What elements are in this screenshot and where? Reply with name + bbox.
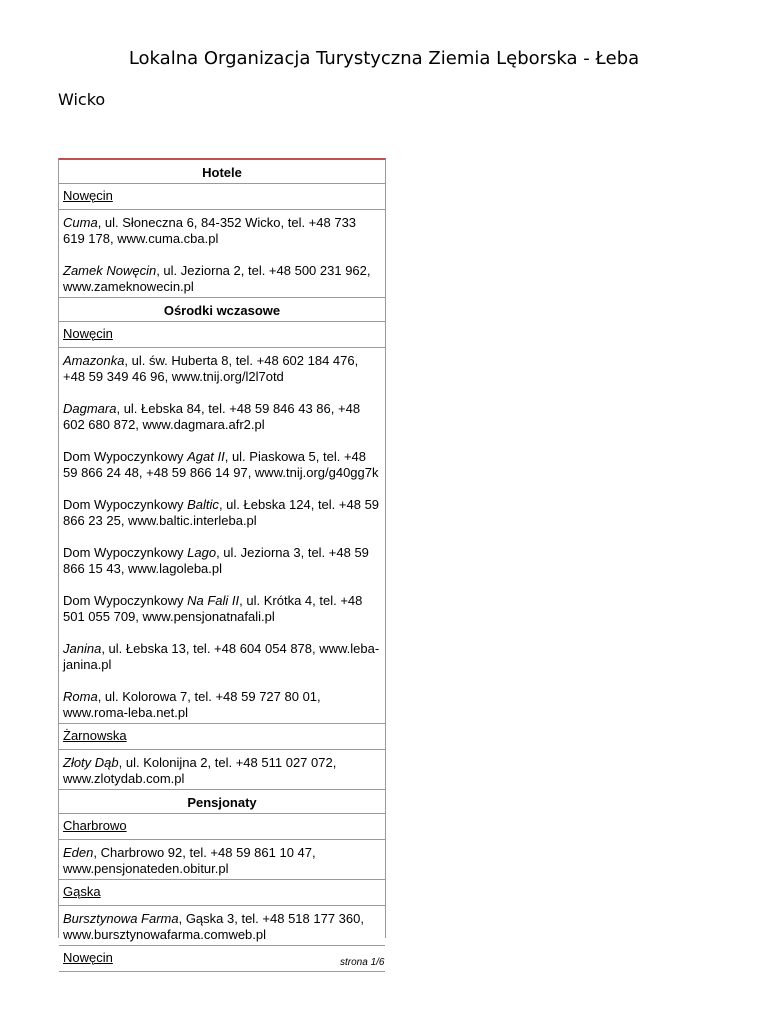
page-number: strona 1/6 [340,957,385,968]
location-label: Żarnowska [63,728,127,743]
entries-cell [59,210,385,298]
location-label: Gąska [63,884,101,899]
entries-cell [59,972,385,1032]
entries-cell [59,348,385,724]
place-heading: Wicko [58,90,106,109]
listing-entry: Dom Wypoczynkowy Na Fali II, ul. Krótka 4, tel. +48 501 055 709, www.pensjonatnafali.pl [63,593,363,624]
location-subheading [59,184,385,210]
listing-name: Cuma [63,215,98,230]
listing-name: Złoty Dąb [63,755,119,770]
location-subheading [59,814,385,840]
entries-cell [59,750,385,790]
listing-entry: Dom Wypoczynkowy Baltic, ul. Łebska 124, tel. +48 59 866 23 25, www.baltic.interleba.pl [63,497,380,528]
listing-name: Dagmara [63,401,117,416]
listing-name: Na Fali II [187,593,240,608]
listing-name: Baltic [187,497,219,512]
location-subheading [59,724,385,750]
entries-cell [59,906,385,946]
listing-name: Amazonka [63,353,125,368]
section-heading: Hotele [59,160,385,184]
listing-name: Roma [63,689,98,704]
listing-name: Eden [63,845,94,860]
listing-entry: Janina, ul. Łebska 13, tel. +48 604 054 878, www.leba-janina.pl [63,641,380,672]
listing-entry: Roma, ul. Kolorowa 7, tel. +48 59 727 80 01, www.roma-leba.net.pl [63,689,321,720]
listing-entry: Dom Wypoczynkowy Agat II, ul. Piaskowa 5, tel. +48 59 866 24 48, +48 59 866 14 97, www.tnij.org/g40gg7k [63,449,379,480]
location-label: Nowęcin [63,950,113,965]
location-subheading [59,880,385,906]
listing-entry: Cuma, ul. Słoneczna 6, 84-352 Wicko, tel. +48 733 619 178, www.cuma.cba.pl [63,215,357,246]
location-subheading [59,322,385,348]
location-label: Nowęcin [63,188,113,203]
listing-entry: Dagmara, ul. Łebska 84, tel. +48 59 846 43 86, +48 602 680 872, www.dagmara.afr2.pl [63,401,361,432]
location-subheading [59,946,385,972]
listing-entry: Bursztynowa Farma, Gąska 3, tel. +48 518 177 360, www.bursztynowafarma.comweb.pl [63,911,364,942]
listing-name: Agat II [187,449,225,464]
section-heading: Ośrodki wczasowe [59,298,385,322]
listing-name: Bursztynowa Farma [63,911,179,926]
listing-entry: Złoty Dąb, ul. Kolonijna 2, tel. +48 511 027 072, www.zlotydab.com.pl [63,755,337,786]
document-title: Lokalna Organizacja Turystyczna Ziemia Lęborska - Łeba [128,48,640,69]
entries-cell [59,840,385,880]
listing-name: Lago [187,545,217,560]
section-heading: Pensjonaty [59,790,385,814]
listing-entry: Eden, Charbrowo 92, tel. +48 59 861 10 47, www.pensjonateden.obitur.pl [63,845,316,876]
listing-name: Janina [63,641,102,656]
listing-entry: Zamek Nowęcin, ul. Jeziorna 2, tel. +48 500 231 962, www.zameknowecin.pl [63,263,371,294]
listing-entry: Amazonka, ul. św. Huberta 8, tel. +48 602 184 476, +48 59 349 46 96, www.tnij.org/l2l7otd [63,353,359,384]
location-label: Charbrowo [63,818,127,833]
listing-entry: Dom Wypoczynkowy Lago, ul. Jeziorna 3, tel. +48 59 866 15 43, www.lagoleba.pl [63,545,369,576]
listing-name: Zamek Nowęcin [63,263,157,278]
location-label: Nowęcin [63,326,113,341]
